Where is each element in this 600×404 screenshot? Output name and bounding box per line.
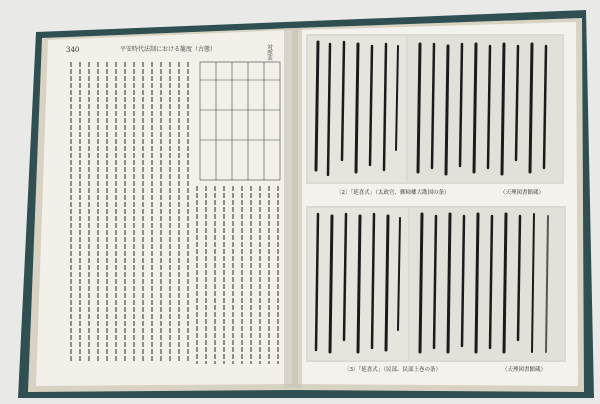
plate-lower-source: （天理図書館蔵） <box>502 367 547 373</box>
plate-lower-caption: 〔3〕「延喜式」（民部、民部上巻の条） <box>344 367 442 373</box>
plate-upper-source: （天理図書館蔵） <box>500 190 545 196</box>
plate-upper-caption: 〔2〕「延喜式」（太政官、郵帰郷大勘国の条） <box>336 190 450 196</box>
running-head: 平安時代法制における籠度（古態） <box>120 46 217 53</box>
page-number: 340 <box>66 46 80 54</box>
table-label: 対照表 <box>266 44 272 62</box>
gutter-shadow <box>284 28 302 388</box>
